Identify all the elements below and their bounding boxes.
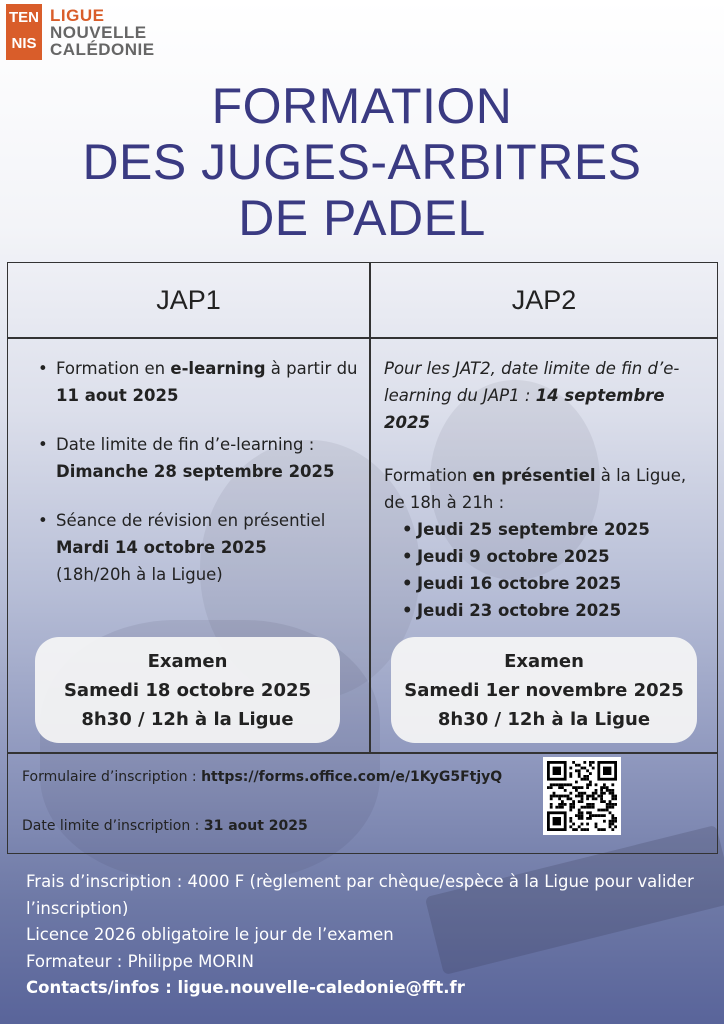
licence-text: Licence 2026 obligatoire le jour de l’examen: [26, 925, 394, 944]
qr-code-graphic: [547, 761, 617, 831]
column-header-jap2: JAP2: [511, 284, 577, 315]
item-text: Date limite de fin d’e-learning :: [56, 435, 315, 454]
exam-title: Examen: [147, 651, 228, 672]
exam-date: Samedi 18 octobre 2025: [63, 680, 312, 701]
title-line-3: DE PADEL: [238, 190, 486, 246]
jap1-details: [38, 355, 358, 610]
title-line-2: DES JUGES-ARBITRES: [82, 134, 642, 190]
list-item: [38, 355, 358, 409]
jat2-note: [384, 355, 710, 436]
exam-title: Examen: [504, 651, 584, 672]
registration-deadline-line: [22, 818, 308, 834]
intro-text: à la Ligue, de 18h à 21h :: [384, 466, 687, 512]
note-date: 14 septembre 2025: [384, 386, 665, 432]
item-bold: Dimanche 28 septembre 2025: [56, 462, 335, 481]
title-line-1: FORMATION: [211, 78, 513, 134]
intro-bold: en présentiel: [472, 466, 596, 485]
deadline-label: Date limite d’inscription :: [22, 818, 204, 834]
registration-form-line: [22, 769, 502, 785]
item-bold: Mardi 14 octobre 2025: [56, 538, 267, 557]
exam-date: Samedi 1er novembre 2025: [404, 680, 684, 701]
logo-line-caledonie: CALÉDONIE: [50, 39, 155, 59]
list-item: • Jeudi 16 octobre 2025: [402, 570, 710, 597]
header-divider: [8, 337, 717, 339]
list-item: [38, 431, 358, 485]
column-header-jap1: JAP1: [156, 284, 221, 315]
jap2-exam-box: [391, 637, 697, 743]
item-text: Séance de révision en présentiel: [56, 511, 326, 530]
form-link[interactable]: https://forms.office.com/e/1KyG5FtjyQ: [201, 769, 503, 785]
league-logo: [6, 4, 155, 60]
logo-line-ligue: LIGUE: [50, 5, 105, 25]
item-bold: e-learning: [170, 359, 266, 378]
logo-wordmark: [50, 7, 155, 58]
exam-time: 8h30 / 12h à la Ligue: [81, 709, 294, 730]
list-item: • Jeudi 9 octobre 2025: [402, 543, 710, 570]
page-title: [0, 78, 724, 246]
item-text: à partir du: [265, 359, 358, 378]
training-table: [7, 262, 718, 854]
logo-mark-bottom: NIS: [11, 35, 37, 52]
list-item: • Jeudi 25 septembre 2025: [402, 516, 710, 543]
presentiel-intro: [384, 462, 710, 516]
deadline-value: 31 aout 2025: [203, 818, 308, 834]
contact-text[interactable]: Contacts/infos : ligue.nouvelle-caledonie@fft.fr: [26, 978, 465, 997]
session-list: [402, 516, 710, 624]
trainer-text: Formateur : Philippe MORIN: [26, 951, 254, 971]
tennis-logo-mark: [6, 4, 42, 60]
note-text: Pour les JAT2, date limite de fin d’e-learning du JAP1 :: [384, 359, 680, 405]
footer-info: [26, 869, 706, 1002]
fees-text: Frais d’inscription : 4000 F (règlement par chèque/espèce à la Ligue pour valider l’inscription): [26, 872, 694, 918]
list-item: • Jeudi 23 octobre 2025: [402, 597, 710, 624]
form-label: Formulaire d’inscription :: [22, 769, 202, 785]
item-text: Formation en: [56, 359, 171, 378]
item-text: (18h/20h à la Ligue): [56, 565, 223, 584]
registration-divider: [8, 752, 717, 754]
logo-line-nouvelle: NOUVELLE: [50, 22, 147, 42]
item-bold: 11 aout 2025: [56, 386, 179, 405]
jap1-exam-box: [35, 637, 340, 743]
jap2-details: [384, 355, 710, 624]
intro-text: Formation: [384, 466, 473, 485]
logo-mark-top: TEN: [9, 9, 39, 26]
list-item: [38, 507, 358, 588]
qr-code-icon[interactable]: [543, 757, 621, 835]
exam-time: 8h30 / 12h à la Ligue: [437, 709, 651, 730]
